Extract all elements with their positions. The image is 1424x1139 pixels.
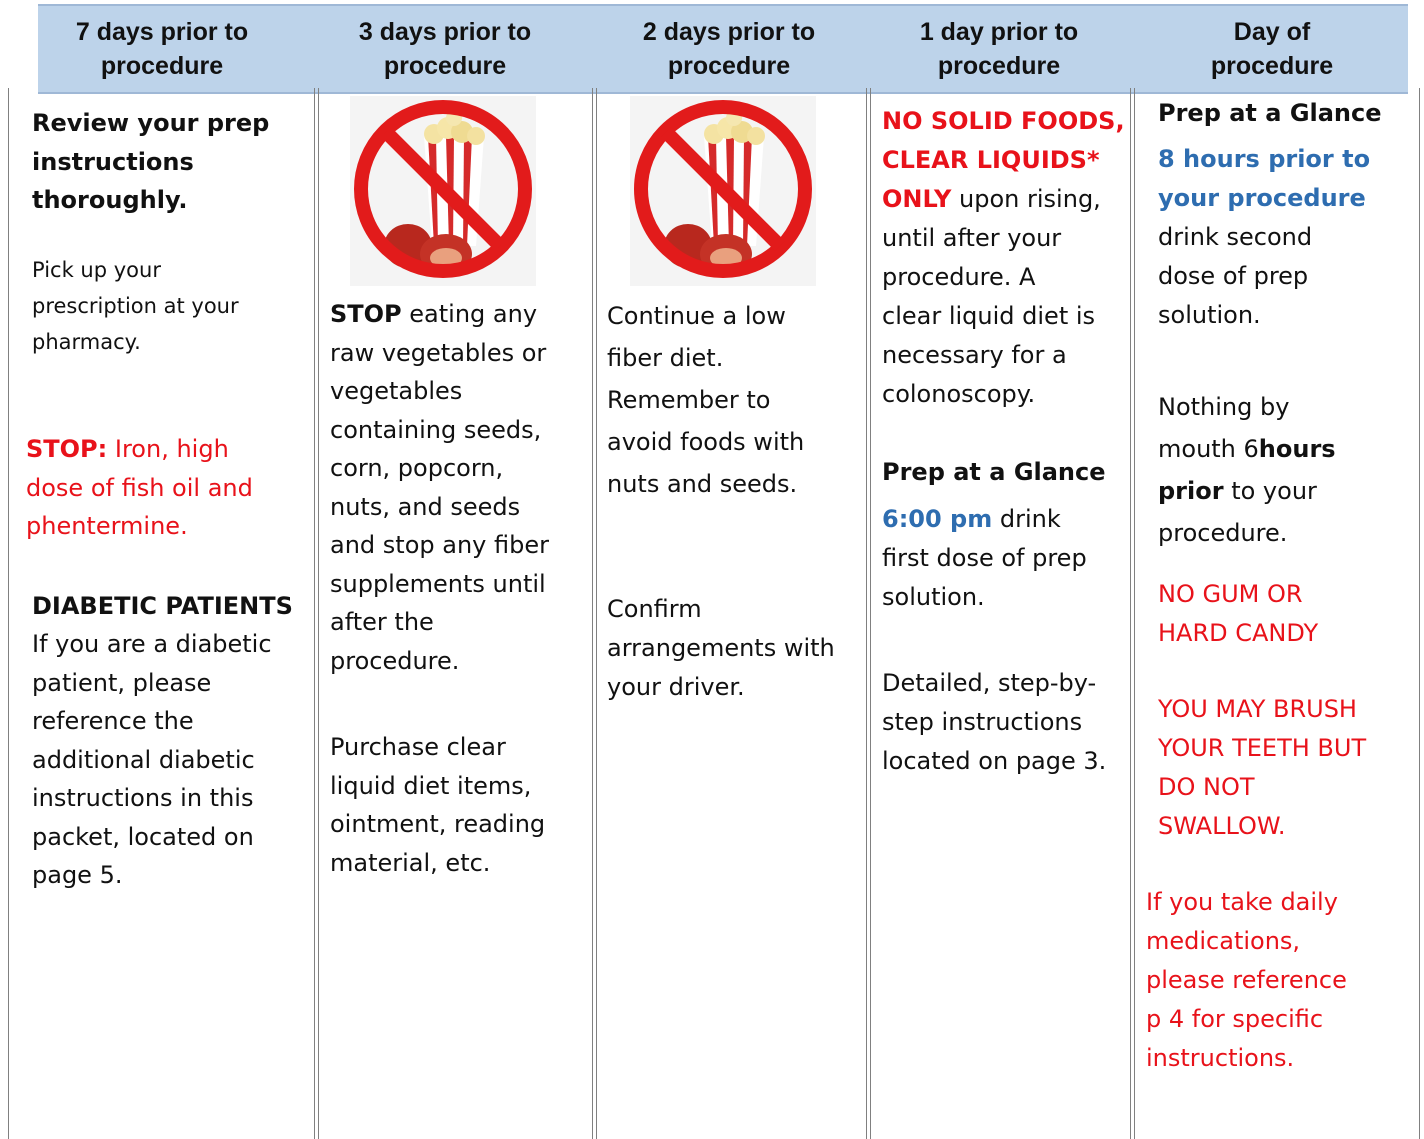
header-row (38, 4, 1408, 94)
prep-glance-title: Prep at a Glance (1158, 99, 1382, 127)
dose-time: 6:00 pm (882, 505, 993, 533)
no-solid-foods (882, 102, 1125, 414)
dose-text: drink first dose of prep solution. (882, 505, 1087, 611)
second-dose-text: drink second dose of prep solution. (1158, 223, 1313, 329)
no-solid-rest: upon rising, until after your procedure. A clear liquid diet is necessary for a colonoscopy. (882, 185, 1101, 408)
divider (592, 88, 593, 1139)
divider (596, 88, 597, 1139)
stop-text: Iron, high dose of fish oil and phentermine. (26, 435, 253, 540)
nothing-c: to your procedure. (1158, 477, 1317, 547)
divider (1134, 88, 1135, 1139)
detailed-instructions: Detailed, step-by- step instructions located on page 3. (882, 669, 1107, 775)
nothing-b: hours prior (1158, 435, 1336, 505)
no-solid-red: NO SOLID FOODS, CLEAR LIQUIDS* ONLY (882, 107, 1125, 213)
header-7-days: 7 days prior to procedure (75, 18, 249, 80)
second-dose-time: 8 hours prior to your procedure (1158, 145, 1371, 212)
purchase-items: Purchase clear liquid diet items, ointment, reading material, etc. (330, 733, 546, 877)
divider (866, 88, 867, 1139)
diabetic-text: If you are a diabetic patient, please reference the additional diabetic instructions in this packet, located on page 5. (32, 630, 272, 889)
first-dose (882, 500, 1087, 617)
stop-medications (26, 430, 253, 546)
divider (318, 88, 319, 1139)
header-2-days: 2 days prior to procedure (642, 18, 816, 80)
stop-label: STOP: (26, 435, 108, 463)
divider (1419, 88, 1420, 1139)
stop-raw-vegetables (330, 295, 549, 680)
no-gum-warning: NO GUM OR HARD CANDY (1158, 580, 1319, 647)
pickup-prescription: Pick up your prescription at your pharmacy. (32, 258, 239, 354)
divider (314, 88, 315, 1139)
divider (1130, 88, 1131, 1139)
nothing-a: Nothing by mouth 6 (1158, 393, 1290, 463)
stop-text: eating any raw vegetables or vegetables containing seeds, corn, popcorn, nuts, and seeds and stop any fiber supplements until after the procedure. (330, 300, 549, 675)
header-1-day: 1 day prior to procedure (919, 18, 1079, 80)
review-instructions: Review your prep instructions thoroughly. (32, 109, 270, 214)
nothing-by-mouth (1158, 386, 1336, 554)
daily-medications-note: If you take daily medications, please reference p 4 for specific instructions. (1146, 888, 1347, 1072)
no-food-icon (350, 96, 536, 286)
stop-label: STOP (330, 300, 402, 328)
diabetic-title: DIABETIC PATIENTS (32, 592, 293, 620)
no-food-icon (630, 96, 816, 286)
low-fiber-diet: Continue a low fiber diet. Remember to avoid foods with nuts and seeds. (607, 302, 805, 498)
divider (870, 88, 871, 1139)
header-3-days: 3 days prior to procedure (358, 18, 532, 80)
confirm-driver: Confirm arrangements with your driver. (607, 595, 835, 701)
prep-glance-title: Prep at a Glance (882, 458, 1106, 486)
header-day-of: Day of procedure (1210, 18, 1334, 80)
brush-teeth-warning: YOU MAY BRUSH YOUR TEETH BUT DO NOT SWALLOW. (1158, 695, 1367, 840)
divider (8, 88, 9, 1139)
